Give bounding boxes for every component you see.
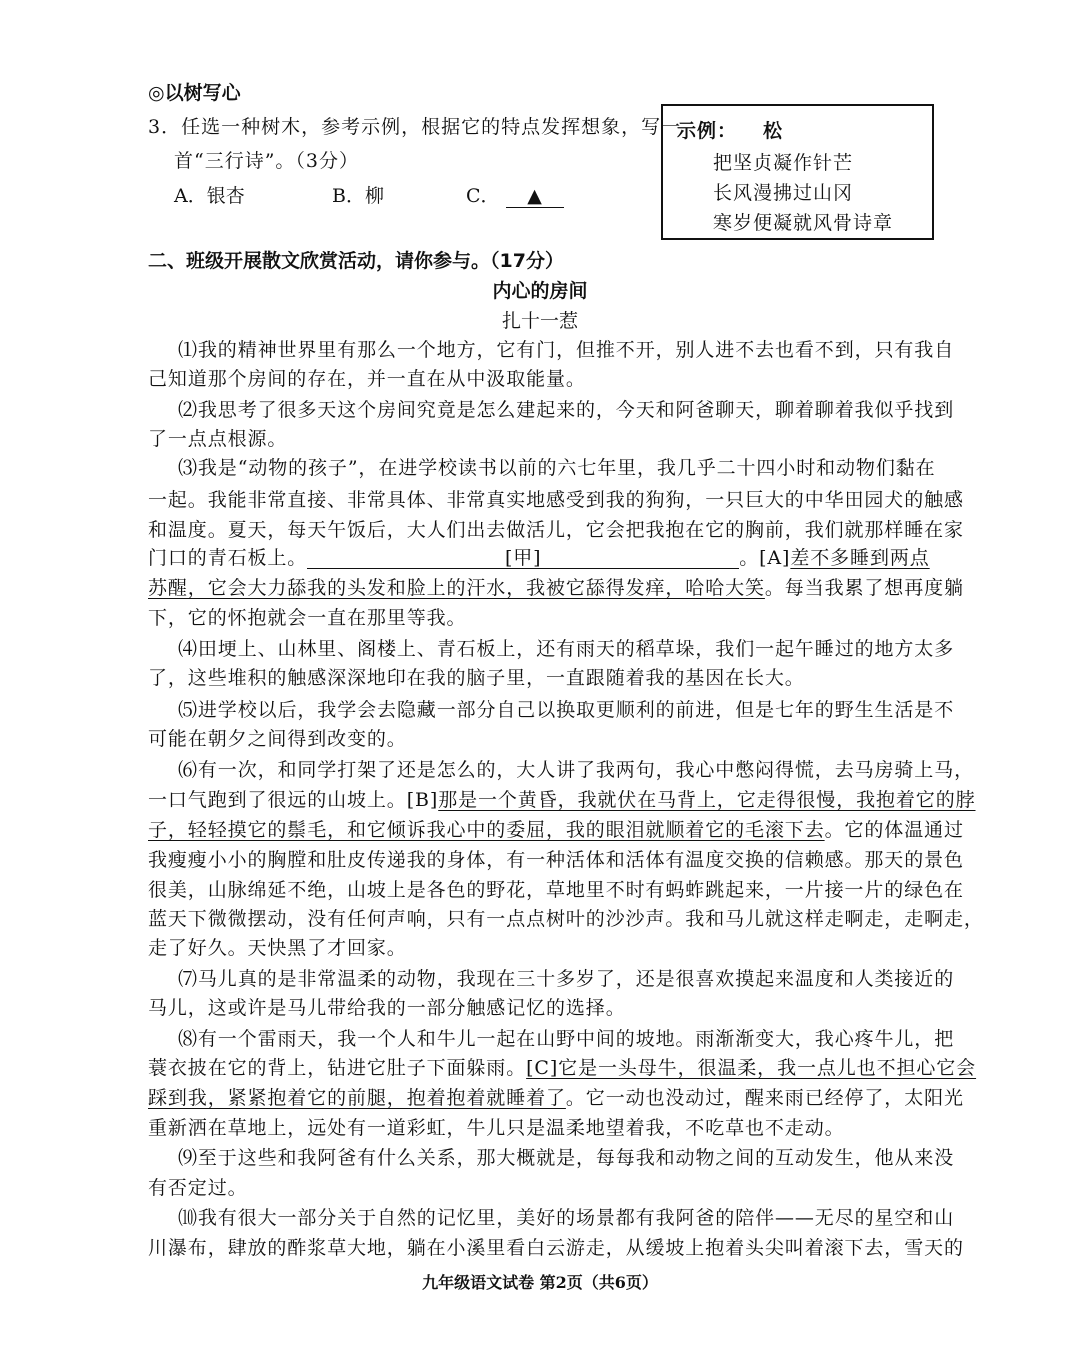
sentence-b-part-1: 那是一个黄昏，我就伏在马背上，它走得很慢，我抱着它的脖 bbox=[438, 789, 976, 811]
article-title: 内心的房间 bbox=[492, 280, 588, 302]
sentence-c-part-2: 踩到我，紧紧抱着它的前腿，抱着抱着就睡着了 bbox=[148, 1087, 566, 1109]
paragraph-6-line-3-rest: 。它的体温通过 bbox=[824, 819, 964, 841]
marker-a: 。[A] bbox=[739, 547, 791, 569]
example-tree: 松 bbox=[763, 120, 784, 142]
paragraph-9-line-1: ⑼至于这些和我阿爸有什么关系，那大概就是，每每我和动物之间的互动发生，他从来没 bbox=[178, 1147, 955, 1169]
paragraph-6-line-6: 蓝天下微微摆动，没有任何声响，只有一点点树叶的沙沙声。我和马儿就这样走啊走，走啊走， bbox=[148, 908, 984, 930]
example-box bbox=[661, 104, 934, 240]
paragraph-3-line-1: ⑶我是“动物的孩子”，在进学校读书以前的六七年里，我几乎二十四小时和动物们黏在 bbox=[178, 457, 936, 479]
blank-jia: [甲] bbox=[307, 546, 739, 569]
paragraph-6-line-2 bbox=[148, 788, 976, 812]
example-line-2: 长风漫拂过山冈 bbox=[713, 182, 854, 204]
option-b: B．柳 bbox=[332, 185, 384, 207]
sentence-b-part-2: 子，轻轻摸它的鬃毛，和它倾诉我心中的委屈，我的眼泪就顺着它的毛滚下去 bbox=[148, 819, 825, 841]
sentence-a-part-1: 差不多睡到两点 bbox=[790, 547, 930, 569]
page-footer: 九年级语文试卷 第2页（共6页） bbox=[422, 1273, 658, 1292]
paragraph-4-line-1: ⑷田埂上、山林里、阁楼上、青石板上，还有雨天的稻草垛，我们一起午睡过的地方太多 bbox=[178, 638, 955, 660]
paragraph-3-line-5 bbox=[148, 576, 964, 600]
option-a: A．银杏 bbox=[174, 185, 245, 207]
paragraph-8-line-1: ⑻有一个雷雨天，我一个人和牛儿一起在山野中间的坡地。雨渐渐变大，我心疼牛儿，把 bbox=[178, 1028, 955, 1050]
paragraph-1-line-2: 己知道那个房间的存在，并一直在从中汲取能量。 bbox=[148, 368, 586, 390]
paragraph-2-line-1: ⑵我思考了很多天这个房间究竟是怎么建起来的，今天和阿爸聊天，聊着聊着我似乎找到 bbox=[178, 399, 955, 421]
part-2-heading: 二、班级开展散文欣赏活动，请你参与。（17分） bbox=[148, 250, 564, 272]
paragraph-3-line-5-rest: 。每当我累了想再度躺 bbox=[764, 577, 964, 599]
paragraph-6-line-1: ⑹有一次，和同学打架了还是怎么的，大人讲了我两句，我心中憋闷得慌，去马房骑上马， bbox=[178, 759, 975, 781]
paragraph-10-line-2: 川瀑布，肆放的酢浆草大地，躺在小溪里看白云游走，从缓坡上抱着头尖叫着滚下去，雪天的 bbox=[148, 1237, 964, 1259]
paragraph-1-line-1: ⑴我的精神世界里有那么一个地方，它有门，但推不开，别人进不去也看不到，只有我自 bbox=[178, 339, 955, 361]
paragraph-6-line-4: 我瘦瘦小小的胸膛和肚皮传递我的身体，有一种活体和活体有温度交换的信赖感。那天的景色 bbox=[148, 849, 964, 871]
paragraph-6-line-5: 很美，山脉绵延不绝，山坡上是各色的野花，草地里不时有蚂蚱跳起来，一片接一片的绿色在 bbox=[148, 879, 964, 901]
paragraph-8-line-3-rest: 。它一动也没动过，醒来雨已经停了，太阳光 bbox=[565, 1087, 964, 1109]
paragraph-7-line-1: ⑺马儿真的是非常温柔的动物，我现在三十多岁了，还是很喜欢摸起来温度和人类接近的 bbox=[178, 968, 955, 990]
paragraph-6-line-3 bbox=[148, 818, 964, 842]
sentence-c-part-1: [C]它是一头母牛，很温柔，我一点儿也不担心它会 bbox=[526, 1057, 977, 1079]
paragraph-8-line-4: 重新洒在草地上，远处有一道彩虹，牛儿只是温柔地望着我，不吃草也不走动。 bbox=[148, 1117, 845, 1139]
example-line-1: 把坚贞凝作针芒 bbox=[713, 152, 854, 174]
paragraph-3-line-4-text: 门口的青石板上。 bbox=[148, 547, 308, 569]
paragraph-3-line-6: 下，它的怀抱就会一直在那里等我。 bbox=[148, 607, 467, 629]
question-3-line-1: 3．任选一种树木，参考示例，根据它的特点发挥想象，写一 bbox=[148, 116, 682, 138]
paragraph-5-line-1: ⑸进学校以后，我学会去隐藏一部分自己以换取更顺利的前进，但是七年的野生生活是不 bbox=[178, 699, 955, 721]
example-label: 示例： bbox=[677, 120, 738, 142]
paragraph-9-line-2: 有否定过。 bbox=[148, 1177, 248, 1199]
paragraph-3-line-4 bbox=[148, 546, 928, 570]
option-c-blank: ▲ bbox=[506, 185, 564, 208]
paragraph-8-line-2-text: 蓑衣披在它的背上，钻进它肚子下面躲雨。 bbox=[148, 1057, 527, 1079]
paragraph-5-line-2: 可能在朝夕之间得到改变的。 bbox=[148, 728, 407, 750]
paragraph-10-line-1: ⑽我有很大一部分关于自然的记忆里，美好的场景都有我阿爸的陪伴——无尽的星空和山 bbox=[178, 1207, 955, 1229]
article-author: 扎十一惹 bbox=[501, 310, 578, 332]
paragraph-2-line-2: 了一点点根源。 bbox=[148, 428, 288, 450]
paragraph-3-line-2: 一起。我能非常直接、非常具体、非常真实地感受到我的狗狗，一只巨大的中华田园犬的触感 bbox=[148, 489, 964, 511]
section-heading: ◎以树写心 bbox=[148, 82, 241, 104]
paragraph-4-line-2: 了，这些堆积的触感深深地印在我的脑子里，一直跟随着我的基因在长大。 bbox=[148, 667, 805, 689]
example-line-3: 寒岁便凝就风骨诗章 bbox=[713, 212, 894, 234]
paragraph-3-line-3: 和温度。夏天，每天午饭后，大人们出去做活儿，它会把我抱在它的胸前，我们就那样睡在家 bbox=[148, 519, 964, 541]
paragraph-8-line-3 bbox=[148, 1086, 964, 1110]
paragraph-6-line-2-text: 一口气跑到了很远的山坡上。[B] bbox=[148, 789, 439, 811]
question-3-line-2: 首“三行诗”。（3分） bbox=[174, 150, 360, 172]
paragraph-8-line-2 bbox=[148, 1056, 977, 1080]
option-c bbox=[466, 181, 564, 208]
option-c-label: C． bbox=[466, 185, 500, 207]
paragraph-6-line-7: 走了好久。天快黑了才回家。 bbox=[148, 937, 407, 959]
sentence-a-part-2: 苏醒，它会大力舔我的头发和脸上的汗水，我被它舔得发痒，哈哈大笑 bbox=[148, 577, 765, 599]
paragraph-7-line-2: 马儿，这或许是马儿带给我的一部分触感记忆的选择。 bbox=[148, 997, 626, 1019]
